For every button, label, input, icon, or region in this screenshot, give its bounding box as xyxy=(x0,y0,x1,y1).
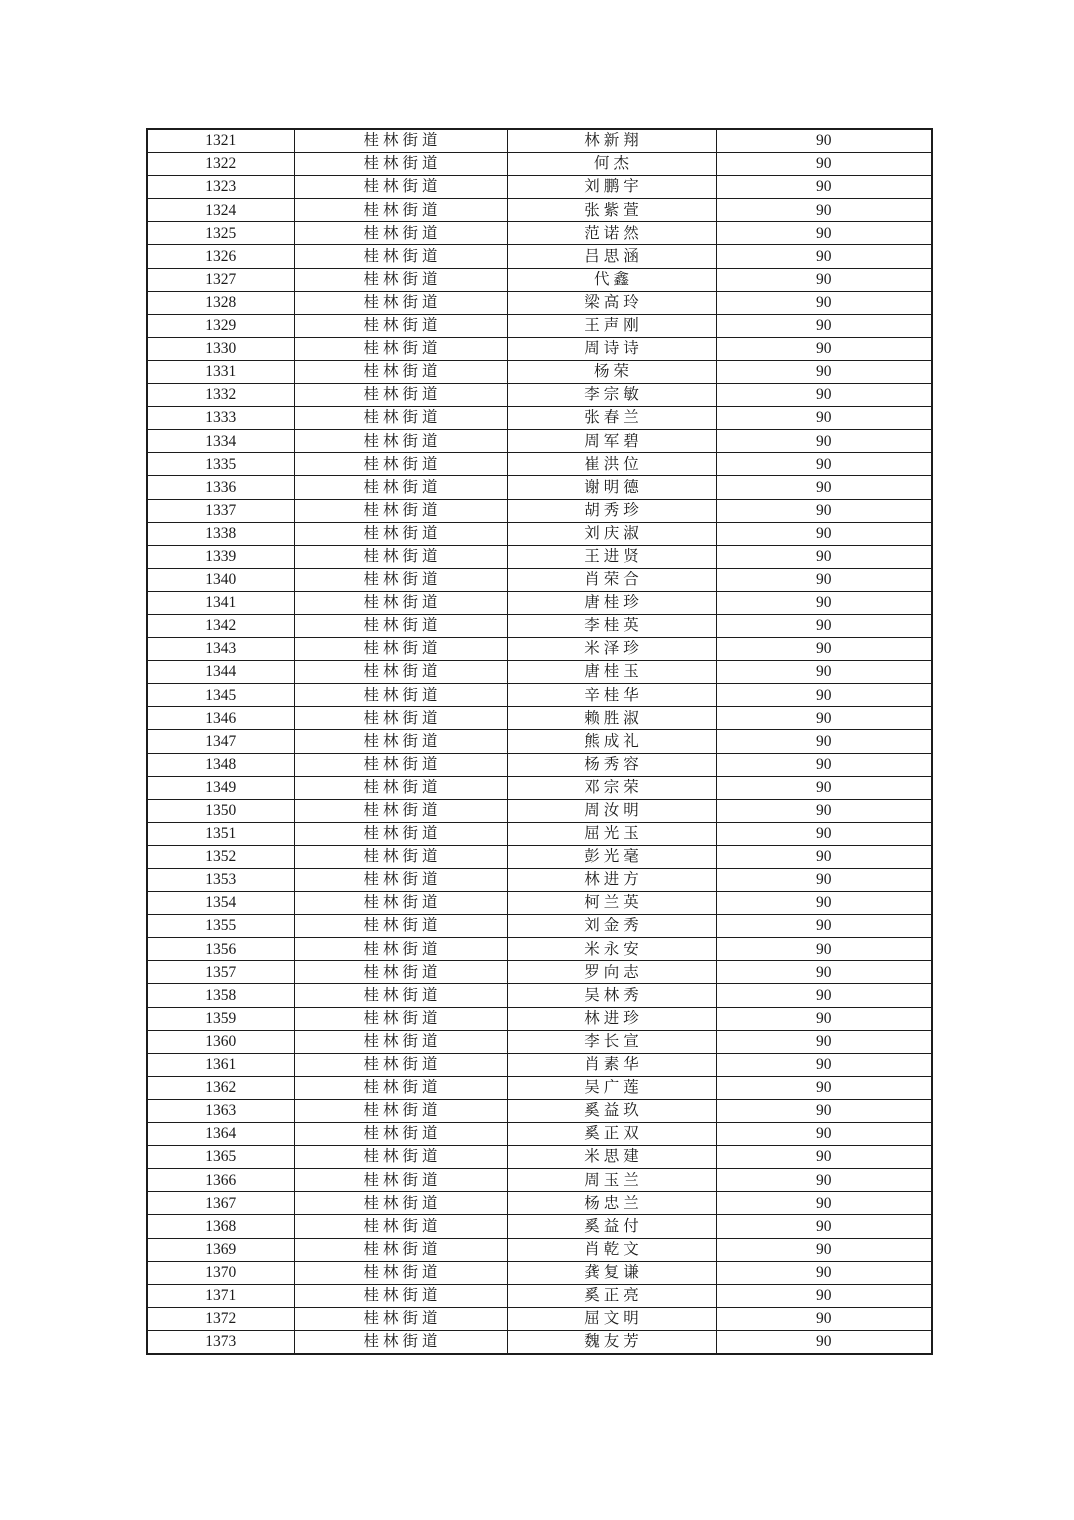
table-row xyxy=(147,961,932,984)
row-number-cell: 1372 xyxy=(147,1307,294,1330)
score-cell: 90 xyxy=(716,638,932,661)
person-name-cell: 周军碧 xyxy=(507,430,716,453)
table-row xyxy=(147,776,932,799)
table-row xyxy=(147,661,932,684)
street-cell: 桂林街道 xyxy=(294,153,507,176)
table-row xyxy=(147,1238,932,1261)
person-name-cell: 吕思涵 xyxy=(507,245,716,268)
street-cell: 桂林街道 xyxy=(294,915,507,938)
person-name-cell: 张紫萱 xyxy=(507,199,716,222)
table-row xyxy=(147,568,932,591)
person-name-cell: 屈光玉 xyxy=(507,822,716,845)
street-cell: 桂林街道 xyxy=(294,222,507,245)
street-cell: 桂林街道 xyxy=(294,499,507,522)
score-cell: 90 xyxy=(716,753,932,776)
table-row xyxy=(147,869,932,892)
score-cell: 90 xyxy=(716,1123,932,1146)
street-cell: 桂林街道 xyxy=(294,1007,507,1030)
person-name-cell: 王声刚 xyxy=(507,314,716,337)
score-cell: 90 xyxy=(716,314,932,337)
table-row xyxy=(147,199,932,222)
person-name-cell: 彭光毫 xyxy=(507,845,716,868)
table-row xyxy=(147,384,932,407)
table-row xyxy=(147,268,932,291)
score-cell: 90 xyxy=(716,360,932,383)
person-name-cell: 崔洪位 xyxy=(507,453,716,476)
table-row xyxy=(147,314,932,337)
person-name-cell: 奚益玖 xyxy=(507,1099,716,1122)
person-name-cell: 刘鹏宇 xyxy=(507,176,716,199)
person-name-cell: 何杰 xyxy=(507,153,716,176)
row-number-cell: 1373 xyxy=(147,1330,294,1354)
score-cell: 90 xyxy=(716,407,932,430)
row-number-cell: 1362 xyxy=(147,1076,294,1099)
person-name-cell: 张春兰 xyxy=(507,407,716,430)
row-number-cell: 1330 xyxy=(147,337,294,360)
row-number-cell: 1335 xyxy=(147,453,294,476)
row-number-cell: 1345 xyxy=(147,684,294,707)
score-cell: 90 xyxy=(716,291,932,314)
table-row xyxy=(147,1169,932,1192)
person-name-cell: 辛桂华 xyxy=(507,684,716,707)
street-cell: 桂林街道 xyxy=(294,661,507,684)
row-number-cell: 1359 xyxy=(147,1007,294,1030)
score-cell: 90 xyxy=(716,129,932,153)
score-cell: 90 xyxy=(716,961,932,984)
street-cell: 桂林街道 xyxy=(294,707,507,730)
row-number-cell: 1367 xyxy=(147,1192,294,1215)
street-cell: 桂林街道 xyxy=(294,1238,507,1261)
person-name-cell: 奚正双 xyxy=(507,1123,716,1146)
street-cell: 桂林街道 xyxy=(294,453,507,476)
person-name-cell: 肖乾文 xyxy=(507,1238,716,1261)
row-number-cell: 1326 xyxy=(147,245,294,268)
row-number-cell: 1338 xyxy=(147,522,294,545)
score-cell: 90 xyxy=(716,268,932,291)
table-row xyxy=(147,1192,932,1215)
street-cell: 桂林街道 xyxy=(294,314,507,337)
table-row xyxy=(147,822,932,845)
table-row xyxy=(147,1099,932,1122)
street-cell: 桂林街道 xyxy=(294,199,507,222)
table-row xyxy=(147,545,932,568)
street-cell: 桂林街道 xyxy=(294,1053,507,1076)
table-row xyxy=(147,638,932,661)
street-cell: 桂林街道 xyxy=(294,1215,507,1238)
row-number-cell: 1369 xyxy=(147,1238,294,1261)
row-number-cell: 1355 xyxy=(147,915,294,938)
score-cell: 90 xyxy=(716,1169,932,1192)
street-cell: 桂林街道 xyxy=(294,845,507,868)
person-name-cell: 周玉兰 xyxy=(507,1169,716,1192)
row-number-cell: 1363 xyxy=(147,1099,294,1122)
score-cell: 90 xyxy=(716,222,932,245)
row-number-cell: 1342 xyxy=(147,614,294,637)
street-cell: 桂林街道 xyxy=(294,614,507,637)
person-name-cell: 杨荣 xyxy=(507,360,716,383)
street-cell: 桂林街道 xyxy=(294,869,507,892)
row-number-cell: 1354 xyxy=(147,892,294,915)
score-cell: 90 xyxy=(716,1307,932,1330)
street-cell: 桂林街道 xyxy=(294,1284,507,1307)
score-cell: 90 xyxy=(716,614,932,637)
person-name-cell: 刘金秀 xyxy=(507,915,716,938)
person-name-cell: 龚复谦 xyxy=(507,1261,716,1284)
row-number-cell: 1334 xyxy=(147,430,294,453)
row-number-cell: 1346 xyxy=(147,707,294,730)
score-cell: 90 xyxy=(716,1192,932,1215)
person-name-cell: 杨忠兰 xyxy=(507,1192,716,1215)
row-number-cell: 1347 xyxy=(147,730,294,753)
street-cell: 桂林街道 xyxy=(294,892,507,915)
table-row xyxy=(147,499,932,522)
row-number-cell: 1357 xyxy=(147,961,294,984)
table-row xyxy=(147,1330,932,1354)
row-number-cell: 1365 xyxy=(147,1146,294,1169)
table-row xyxy=(147,1261,932,1284)
street-cell: 桂林街道 xyxy=(294,1330,507,1354)
person-name-cell: 邓宗荣 xyxy=(507,776,716,799)
person-name-cell: 李宗敏 xyxy=(507,384,716,407)
person-name-cell: 奚益付 xyxy=(507,1215,716,1238)
row-number-cell: 1356 xyxy=(147,938,294,961)
street-cell: 桂林街道 xyxy=(294,476,507,499)
score-cell: 90 xyxy=(716,522,932,545)
row-number-cell: 1322 xyxy=(147,153,294,176)
table-row xyxy=(147,1076,932,1099)
score-cell: 90 xyxy=(716,707,932,730)
score-cell: 90 xyxy=(716,776,932,799)
row-number-cell: 1349 xyxy=(147,776,294,799)
score-roster-table xyxy=(146,128,933,1355)
score-cell: 90 xyxy=(716,476,932,499)
street-cell: 桂林街道 xyxy=(294,1307,507,1330)
table-row xyxy=(147,1215,932,1238)
table-row xyxy=(147,453,932,476)
row-number-cell: 1364 xyxy=(147,1123,294,1146)
person-name-cell: 罗向志 xyxy=(507,961,716,984)
street-cell: 桂林街道 xyxy=(294,407,507,430)
person-name-cell: 胡秀珍 xyxy=(507,499,716,522)
row-number-cell: 1368 xyxy=(147,1215,294,1238)
person-name-cell: 李桂英 xyxy=(507,614,716,637)
score-cell: 90 xyxy=(716,1330,932,1354)
person-name-cell: 吴林秀 xyxy=(507,984,716,1007)
street-cell: 桂林街道 xyxy=(294,268,507,291)
row-number-cell: 1337 xyxy=(147,499,294,522)
table-row xyxy=(147,129,932,153)
street-cell: 桂林街道 xyxy=(294,822,507,845)
row-number-cell: 1341 xyxy=(147,591,294,614)
score-cell: 90 xyxy=(716,568,932,591)
score-cell: 90 xyxy=(716,337,932,360)
row-number-cell: 1323 xyxy=(147,176,294,199)
street-cell: 桂林街道 xyxy=(294,1099,507,1122)
score-cell: 90 xyxy=(716,176,932,199)
table-row xyxy=(147,1307,932,1330)
row-number-cell: 1360 xyxy=(147,1030,294,1053)
street-cell: 桂林街道 xyxy=(294,1169,507,1192)
score-cell: 90 xyxy=(716,430,932,453)
table-row xyxy=(147,1123,932,1146)
score-cell: 90 xyxy=(716,1215,932,1238)
row-number-cell: 1332 xyxy=(147,384,294,407)
score-cell: 90 xyxy=(716,591,932,614)
row-number-cell: 1343 xyxy=(147,638,294,661)
row-number-cell: 1366 xyxy=(147,1169,294,1192)
score-cell: 90 xyxy=(716,938,932,961)
table-row xyxy=(147,1007,932,1030)
row-number-cell: 1325 xyxy=(147,222,294,245)
person-name-cell: 杨秀容 xyxy=(507,753,716,776)
row-number-cell: 1371 xyxy=(147,1284,294,1307)
score-cell: 90 xyxy=(716,1076,932,1099)
row-number-cell: 1348 xyxy=(147,753,294,776)
street-cell: 桂林街道 xyxy=(294,245,507,268)
person-name-cell: 代鑫 xyxy=(507,268,716,291)
street-cell: 桂林街道 xyxy=(294,799,507,822)
table-row xyxy=(147,915,932,938)
street-cell: 桂林街道 xyxy=(294,522,507,545)
table-row xyxy=(147,684,932,707)
street-cell: 桂林街道 xyxy=(294,730,507,753)
row-number-cell: 1336 xyxy=(147,476,294,499)
person-name-cell: 王进贤 xyxy=(507,545,716,568)
street-cell: 桂林街道 xyxy=(294,337,507,360)
person-name-cell: 奚正亮 xyxy=(507,1284,716,1307)
score-cell: 90 xyxy=(716,822,932,845)
table-row xyxy=(147,1284,932,1307)
table-row xyxy=(147,360,932,383)
person-name-cell: 谢明德 xyxy=(507,476,716,499)
person-name-cell: 魏友芳 xyxy=(507,1330,716,1354)
row-number-cell: 1351 xyxy=(147,822,294,845)
person-name-cell: 肖荣合 xyxy=(507,568,716,591)
table-row xyxy=(147,1053,932,1076)
score-cell: 90 xyxy=(716,984,932,1007)
table-row xyxy=(147,799,932,822)
score-cell: 90 xyxy=(716,1238,932,1261)
table-row xyxy=(147,892,932,915)
table-row xyxy=(147,707,932,730)
table-row xyxy=(147,176,932,199)
row-number-cell: 1324 xyxy=(147,199,294,222)
table-row xyxy=(147,730,932,753)
table-row xyxy=(147,245,932,268)
table-row xyxy=(147,1030,932,1053)
person-name-cell: 范诺然 xyxy=(507,222,716,245)
score-cell: 90 xyxy=(716,499,932,522)
person-name-cell: 梁高玲 xyxy=(507,291,716,314)
roster-table-body xyxy=(147,129,932,1354)
table-row xyxy=(147,591,932,614)
street-cell: 桂林街道 xyxy=(294,961,507,984)
street-cell: 桂林街道 xyxy=(294,384,507,407)
street-cell: 桂林街道 xyxy=(294,638,507,661)
row-number-cell: 1361 xyxy=(147,1053,294,1076)
street-cell: 桂林街道 xyxy=(294,291,507,314)
table-row xyxy=(147,337,932,360)
row-number-cell: 1370 xyxy=(147,1261,294,1284)
street-cell: 桂林街道 xyxy=(294,1261,507,1284)
row-number-cell: 1353 xyxy=(147,869,294,892)
table-row xyxy=(147,845,932,868)
street-cell: 桂林街道 xyxy=(294,1123,507,1146)
person-name-cell: 米泽珍 xyxy=(507,638,716,661)
score-cell: 90 xyxy=(716,1261,932,1284)
score-cell: 90 xyxy=(716,453,932,476)
score-cell: 90 xyxy=(716,1030,932,1053)
table-row xyxy=(147,291,932,314)
score-cell: 90 xyxy=(716,869,932,892)
row-number-cell: 1333 xyxy=(147,407,294,430)
row-number-cell: 1331 xyxy=(147,360,294,383)
row-number-cell: 1350 xyxy=(147,799,294,822)
table-row xyxy=(147,407,932,430)
score-cell: 90 xyxy=(716,845,932,868)
person-name-cell: 米思建 xyxy=(507,1146,716,1169)
score-cell: 90 xyxy=(716,661,932,684)
row-number-cell: 1327 xyxy=(147,268,294,291)
table-row xyxy=(147,222,932,245)
person-name-cell: 周诗诗 xyxy=(507,337,716,360)
person-name-cell: 肖素华 xyxy=(507,1053,716,1076)
score-cell: 90 xyxy=(716,1146,932,1169)
table-row xyxy=(147,614,932,637)
score-cell: 90 xyxy=(716,199,932,222)
row-number-cell: 1328 xyxy=(147,291,294,314)
score-cell: 90 xyxy=(716,1284,932,1307)
table-row xyxy=(147,153,932,176)
table-row xyxy=(147,1146,932,1169)
person-name-cell: 林新翔 xyxy=(507,129,716,153)
table-row xyxy=(147,430,932,453)
person-name-cell: 刘庆淑 xyxy=(507,522,716,545)
person-name-cell: 林进方 xyxy=(507,869,716,892)
street-cell: 桂林街道 xyxy=(294,938,507,961)
person-name-cell: 屈文明 xyxy=(507,1307,716,1330)
street-cell: 桂林街道 xyxy=(294,545,507,568)
person-name-cell: 唐桂珍 xyxy=(507,591,716,614)
row-number-cell: 1352 xyxy=(147,845,294,868)
score-cell: 90 xyxy=(716,730,932,753)
street-cell: 桂林街道 xyxy=(294,430,507,453)
score-cell: 90 xyxy=(716,915,932,938)
score-cell: 90 xyxy=(716,799,932,822)
row-number-cell: 1340 xyxy=(147,568,294,591)
street-cell: 桂林街道 xyxy=(294,1076,507,1099)
table-row xyxy=(147,753,932,776)
score-cell: 90 xyxy=(716,1007,932,1030)
score-cell: 90 xyxy=(716,892,932,915)
street-cell: 桂林街道 xyxy=(294,684,507,707)
person-name-cell: 米永安 xyxy=(507,938,716,961)
table-row xyxy=(147,476,932,499)
person-name-cell: 李长宣 xyxy=(507,1030,716,1053)
score-cell: 90 xyxy=(716,545,932,568)
street-cell: 桂林街道 xyxy=(294,753,507,776)
person-name-cell: 赖胜淑 xyxy=(507,707,716,730)
table-row xyxy=(147,984,932,1007)
street-cell: 桂林街道 xyxy=(294,1192,507,1215)
row-number-cell: 1344 xyxy=(147,661,294,684)
row-number-cell: 1321 xyxy=(147,129,294,153)
row-number-cell: 1329 xyxy=(147,314,294,337)
score-cell: 90 xyxy=(716,384,932,407)
score-cell: 90 xyxy=(716,153,932,176)
person-name-cell: 林进珍 xyxy=(507,1007,716,1030)
street-cell: 桂林街道 xyxy=(294,568,507,591)
table-row xyxy=(147,522,932,545)
score-cell: 90 xyxy=(716,245,932,268)
street-cell: 桂林街道 xyxy=(294,1146,507,1169)
street-cell: 桂林街道 xyxy=(294,176,507,199)
street-cell: 桂林街道 xyxy=(294,129,507,153)
person-name-cell: 唐桂玉 xyxy=(507,661,716,684)
row-number-cell: 1358 xyxy=(147,984,294,1007)
table-row xyxy=(147,938,932,961)
score-cell: 90 xyxy=(716,684,932,707)
street-cell: 桂林街道 xyxy=(294,1030,507,1053)
person-name-cell: 熊成礼 xyxy=(507,730,716,753)
row-number-cell: 1339 xyxy=(147,545,294,568)
person-name-cell: 周汝明 xyxy=(507,799,716,822)
score-cell: 90 xyxy=(716,1099,932,1122)
person-name-cell: 吴广莲 xyxy=(507,1076,716,1099)
score-cell: 90 xyxy=(716,1053,932,1076)
street-cell: 桂林街道 xyxy=(294,360,507,383)
street-cell: 桂林街道 xyxy=(294,591,507,614)
street-cell: 桂林街道 xyxy=(294,776,507,799)
street-cell: 桂林街道 xyxy=(294,984,507,1007)
person-name-cell: 柯兰英 xyxy=(507,892,716,915)
